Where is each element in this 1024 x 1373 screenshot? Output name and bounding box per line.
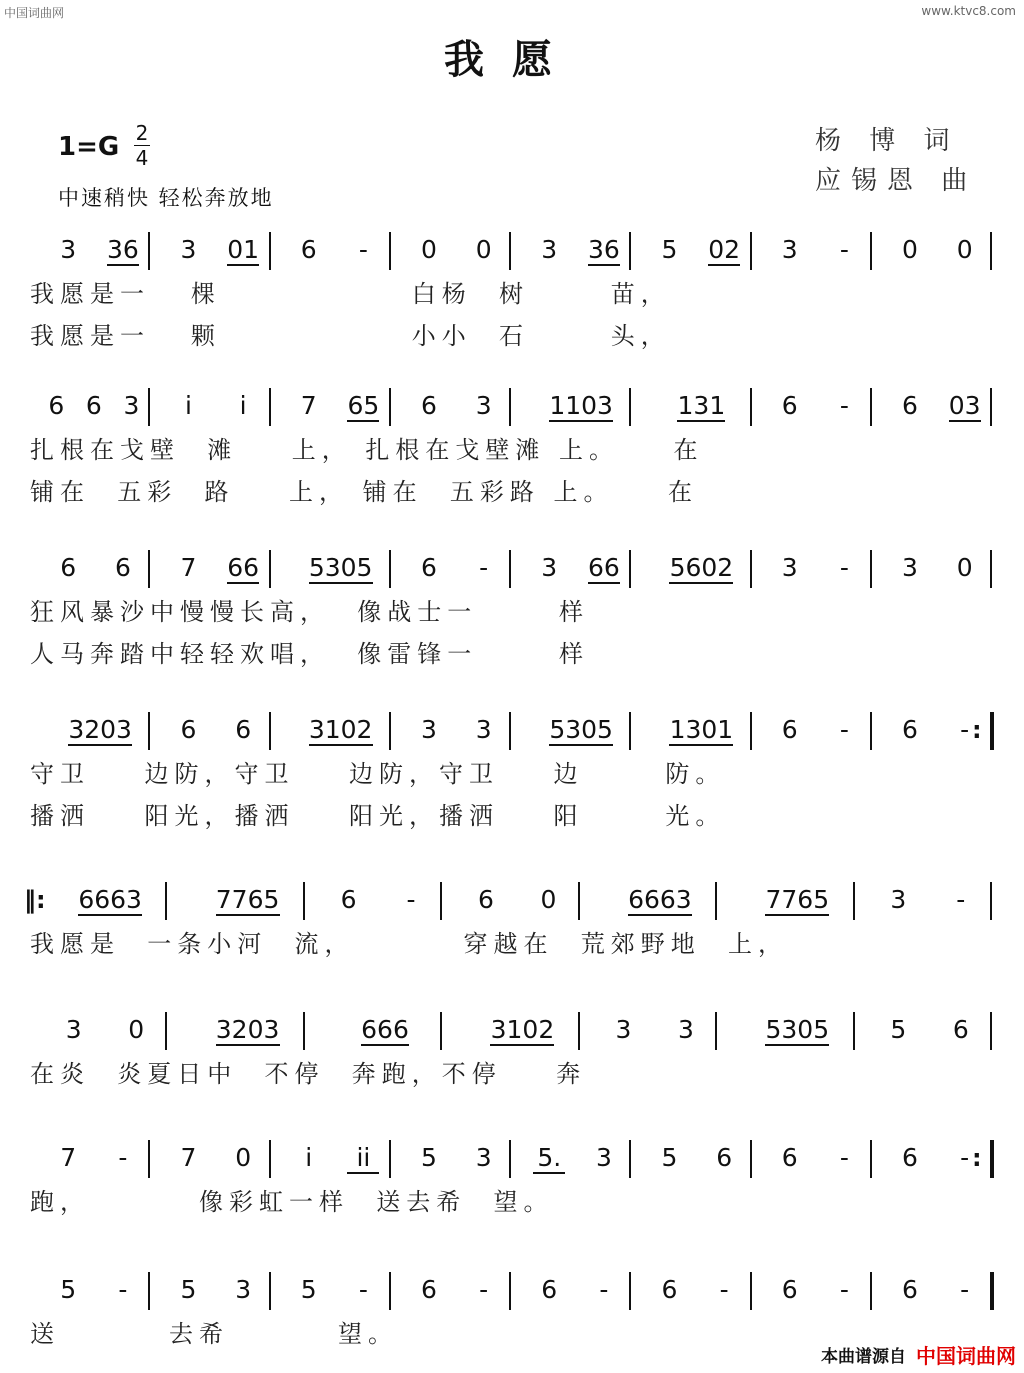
beam-underline (490, 1044, 554, 1046)
notation-row (30, 710, 992, 750)
beam-underline (677, 420, 725, 422)
note-group: 3 (60, 235, 77, 264)
note-group: i (185, 391, 192, 420)
key-signature: 1=G (58, 132, 120, 162)
note-group: 6 (781, 1143, 798, 1172)
site-watermark-right: www.ktvc8.com (921, 4, 1016, 18)
notation-row (30, 548, 992, 588)
beam-underline (227, 582, 259, 584)
note-group: 6 (902, 1275, 918, 1304)
note-group: 0 (540, 885, 557, 914)
lyric-row (30, 634, 992, 674)
beam-underline (347, 420, 379, 422)
note-group: 3 (677, 1015, 694, 1044)
note-group: 02 (708, 235, 741, 264)
tempo-marking: 中速稍快 轻松奔放地 (58, 186, 274, 210)
bar-line (389, 1272, 391, 1310)
time-signature-bottom: 4 (135, 146, 149, 170)
note-group: 3102 (490, 1015, 555, 1044)
note-group: 6 (85, 391, 102, 420)
note-group: - (358, 1275, 368, 1304)
note-group: 1301 (669, 715, 734, 744)
bar-line (990, 388, 992, 426)
bar-line (440, 1012, 442, 1050)
bar-line (509, 1140, 511, 1178)
bar-line (269, 712, 271, 750)
song-title: 我愿 (444, 36, 580, 83)
note-group: 3 (595, 1143, 612, 1172)
bar-line (870, 550, 872, 588)
note-group: 3 (781, 553, 798, 582)
note-group: 6 (902, 1143, 918, 1172)
note-group: 3 (541, 553, 558, 582)
note-group: 3 (180, 235, 197, 264)
note-group: 5305 (308, 553, 373, 582)
note-group: 7 (60, 1143, 77, 1172)
bar-line (870, 1140, 872, 1178)
bar-line (148, 232, 150, 270)
beam-underline (533, 1172, 565, 1174)
note-group: - (839, 1143, 849, 1172)
bar-line (440, 882, 442, 920)
beam-underline (309, 582, 373, 584)
note-group: 3 (123, 391, 140, 420)
bar-line (990, 1272, 994, 1310)
bar-line (715, 1012, 717, 1050)
note-group: 36 (588, 235, 620, 264)
note-group: 3 (475, 715, 492, 744)
bar-line (303, 1012, 305, 1050)
bar-line (509, 232, 511, 270)
bar-line (389, 550, 391, 588)
bar-line (509, 550, 511, 588)
bar-line (629, 550, 631, 588)
bar-line (870, 232, 872, 270)
bar-line (750, 1140, 752, 1178)
note-group: 7 (180, 1143, 197, 1172)
note-group: 6 (902, 391, 918, 420)
lyric-row (30, 796, 992, 836)
beam-underline (765, 1044, 829, 1046)
note-group: - (956, 885, 966, 914)
note-group: - (839, 1275, 849, 1304)
note-group: ii (356, 1143, 371, 1172)
note-group: 0 (902, 235, 918, 264)
note-group: 6 (902, 715, 918, 744)
bar-line (269, 1272, 271, 1310)
bar-line (870, 388, 872, 426)
note-group: 6 (180, 715, 197, 744)
bar-line (303, 882, 305, 920)
note-group: 7 (300, 391, 317, 420)
lyric-line: 跑， 像彩虹一样 送去希 望。 (30, 1188, 554, 1216)
note-group: 01 (227, 235, 260, 264)
bar-line (389, 388, 391, 426)
note-group: - (479, 553, 489, 582)
note-group: 3102 (308, 715, 373, 744)
bar-line (853, 882, 855, 920)
note-group: 65 (347, 391, 380, 420)
note-group: 0 (956, 553, 973, 582)
note-group: - (118, 1143, 128, 1172)
bar-line (269, 232, 271, 270)
beam-underline (227, 264, 259, 266)
beam-underline (669, 744, 733, 746)
note-group: 5 (60, 1275, 77, 1304)
composer-credit: 应锡恩 曲 (815, 166, 978, 196)
note-group: 0 (421, 235, 437, 264)
repeat-end-sign: : (972, 1144, 982, 1172)
note-group: - (599, 1275, 609, 1304)
note-group: 6 (340, 885, 357, 914)
note-group: 6 (300, 235, 317, 264)
bar-line (853, 1012, 855, 1050)
note-group: 66 (588, 553, 620, 582)
bar-line (990, 232, 992, 270)
bar-line (165, 1012, 167, 1050)
note-group: 6 (235, 715, 252, 744)
note-group: 5 (661, 1143, 678, 1172)
bar-line (629, 1140, 631, 1178)
note-group: 6 (60, 553, 77, 582)
bar-line (990, 1140, 994, 1178)
bar-line (629, 232, 631, 270)
note-group: 5305 (765, 1015, 830, 1044)
bar-line (750, 712, 752, 750)
beam-underline (628, 914, 692, 916)
note-group: 3 (615, 1015, 632, 1044)
note-group: 6 (421, 1275, 437, 1304)
notation-row (30, 230, 992, 270)
note-group: - (960, 1275, 970, 1304)
bar-line (148, 1272, 150, 1310)
bar-line (578, 1012, 580, 1050)
note-group: 6 (421, 553, 437, 582)
repeat-start-sign: ‖: (24, 886, 46, 914)
note-group: - (719, 1275, 729, 1304)
notation-row (30, 1138, 992, 1178)
bar-line (750, 388, 752, 426)
beam-underline (216, 914, 280, 916)
note-group: 3 (541, 235, 558, 264)
lyric-row (30, 430, 992, 470)
bar-line (148, 550, 150, 588)
note-group: 0 (235, 1143, 252, 1172)
note-group: 6 (952, 1015, 969, 1044)
note-group: 1103 (549, 391, 613, 420)
note-group: 3 (902, 553, 918, 582)
bar-line (148, 712, 150, 750)
note-group: 6663 (78, 885, 142, 914)
bar-line (148, 1140, 150, 1178)
bar-line (990, 550, 992, 588)
note-group: 03 (948, 391, 981, 420)
time-signature (134, 122, 150, 169)
note-group: - (406, 885, 416, 914)
note-group: 7765 (765, 885, 830, 914)
bar-line (269, 1140, 271, 1178)
bar-line (990, 882, 992, 920)
beam-underline (588, 264, 620, 266)
note-group: 7765 (215, 885, 280, 914)
bar-line (750, 1272, 752, 1310)
lyric-line: 我愿是一 颗 小小 石 头， (30, 322, 671, 350)
note-group: 5 (180, 1275, 197, 1304)
note-group: - (358, 235, 368, 264)
repeat-end-sign: : (972, 716, 982, 744)
bar-line (870, 1272, 872, 1310)
beam-underline (708, 264, 740, 266)
note-group: 3 (65, 1015, 82, 1044)
beam-underline (549, 744, 613, 746)
bar-line (750, 232, 752, 270)
lyric-line: 我愿是 一条小河 流， 穿越在 荒郊野地 上， (30, 930, 789, 958)
bar-line (990, 1012, 992, 1050)
lyric-line: 播洒 阳光，播洒 阳光，播洒 阳 光。 (30, 802, 726, 830)
lyric-row (30, 924, 992, 964)
beam-underline (549, 420, 613, 422)
note-group: 5 (890, 1015, 907, 1044)
note-group: - (479, 1275, 489, 1304)
lyric-line: 铺在 五彩 路 上， 铺在 五彩路 上。 在 (30, 478, 699, 506)
note-group: 0 (128, 1015, 145, 1044)
beam-underline (78, 914, 142, 916)
note-group: 5305 (549, 715, 613, 744)
lyric-line: 狂风暴沙中慢慢长高， 像战士一 样 (30, 598, 590, 626)
lyric-line: 送 去希 望。 (30, 1320, 399, 1348)
lyric-row (30, 472, 992, 512)
bar-line (629, 1272, 631, 1310)
lyric-line: 我愿是一 棵 白杨 树 苗， (30, 280, 671, 308)
bar-line (165, 882, 167, 920)
bar-line (389, 232, 391, 270)
note-group: 3 (781, 235, 798, 264)
beam-underline (765, 914, 829, 916)
note-group: - (839, 715, 849, 744)
note-group: 3 (421, 715, 437, 744)
note-group: 3 (475, 391, 492, 420)
lyric-row (30, 1054, 992, 1094)
lyric-row (30, 274, 992, 314)
notation-row (30, 386, 992, 426)
note-group: - (960, 715, 970, 744)
note-group: - (839, 235, 849, 264)
beam-underline (588, 582, 620, 584)
note-group: 3 (890, 885, 907, 914)
beam-underline (669, 582, 733, 584)
notation-row (24, 880, 992, 920)
bar-line (389, 1140, 391, 1178)
note-group: 6 (541, 1275, 558, 1304)
bar-line (389, 712, 391, 750)
time-signature-top: 2 (135, 121, 149, 145)
beam-underline (361, 1044, 409, 1046)
beam-underline (347, 1172, 379, 1174)
bar-line (629, 712, 631, 750)
bar-line (269, 388, 271, 426)
lyric-line: 守卫 边防，守卫 边防，守卫 边 防。 (30, 760, 726, 788)
note-group: 6 (48, 391, 65, 420)
notation-row (30, 1270, 992, 1310)
bar-line (509, 388, 511, 426)
note-group: 6 (781, 715, 798, 744)
beam-underline (216, 1044, 280, 1046)
bar-line (990, 712, 994, 750)
note-group: i (305, 1143, 313, 1172)
note-group: 6 (716, 1143, 733, 1172)
note-group: 7 (180, 553, 197, 582)
lyric-row (30, 1182, 992, 1222)
lyric-row (30, 316, 992, 356)
note-group: 6 (781, 1275, 798, 1304)
note-group: 5. (537, 1143, 562, 1172)
note-group: 5602 (669, 553, 734, 582)
bar-line (148, 388, 150, 426)
footer-source-label: 本曲谱源自 (821, 1347, 906, 1367)
beam-underline (949, 420, 981, 422)
note-group: 3 (235, 1275, 252, 1304)
lyric-row (30, 592, 992, 632)
note-group: 5 (421, 1143, 437, 1172)
notation-row (30, 1010, 992, 1050)
bar-line (750, 550, 752, 588)
note-group: i (239, 391, 247, 420)
bar-line (509, 1272, 511, 1310)
beam-underline (309, 744, 373, 746)
lyric-line: 在炎 炎夏日中 不停 奔跑，不停 奔 (30, 1060, 587, 1088)
bar-line (578, 882, 580, 920)
note-group: 5 (661, 235, 678, 264)
note-group: 0 (956, 235, 973, 264)
bar-line (870, 712, 872, 750)
note-group: - (118, 1275, 128, 1304)
note-group: 3203 (68, 715, 132, 744)
note-group: 6 (781, 391, 798, 420)
note-group: 6663 (628, 885, 692, 914)
lyric-row (30, 754, 992, 794)
note-group: 3 (475, 1143, 492, 1172)
bar-line (269, 550, 271, 588)
note-group: 0 (475, 235, 492, 264)
note-group: - (839, 553, 849, 582)
lyricist-credit: 杨 博 词 (815, 126, 960, 156)
beam-underline (107, 264, 139, 266)
note-group: 6 (478, 885, 494, 914)
bar-line (715, 882, 717, 920)
note-group: 666 (361, 1015, 409, 1044)
lyric-line: 人马奔踏中轻轻欢唱， 像雷锋一 样 (30, 640, 590, 668)
note-group: 6 (114, 553, 131, 582)
lyric-line: 扎根在戈壁 滩 上， 扎根在戈壁滩 上。 在 (30, 436, 704, 464)
note-group: 3203 (215, 1015, 280, 1044)
footer-site-name: 中国词曲网 (916, 1344, 1016, 1368)
bar-line (509, 712, 511, 750)
note-group: 6 (661, 1275, 678, 1304)
note-group: - (960, 1143, 970, 1172)
note-group: 66 (227, 553, 260, 582)
note-group: - (839, 391, 849, 420)
note-group: 5 (300, 1275, 317, 1304)
site-watermark-left: 中国词曲网 (4, 6, 65, 20)
bar-line (629, 388, 631, 426)
note-group: 36 (107, 235, 139, 264)
note-group: 6 (421, 391, 437, 420)
note-group: 131 (677, 391, 726, 420)
beam-underline (68, 744, 132, 746)
